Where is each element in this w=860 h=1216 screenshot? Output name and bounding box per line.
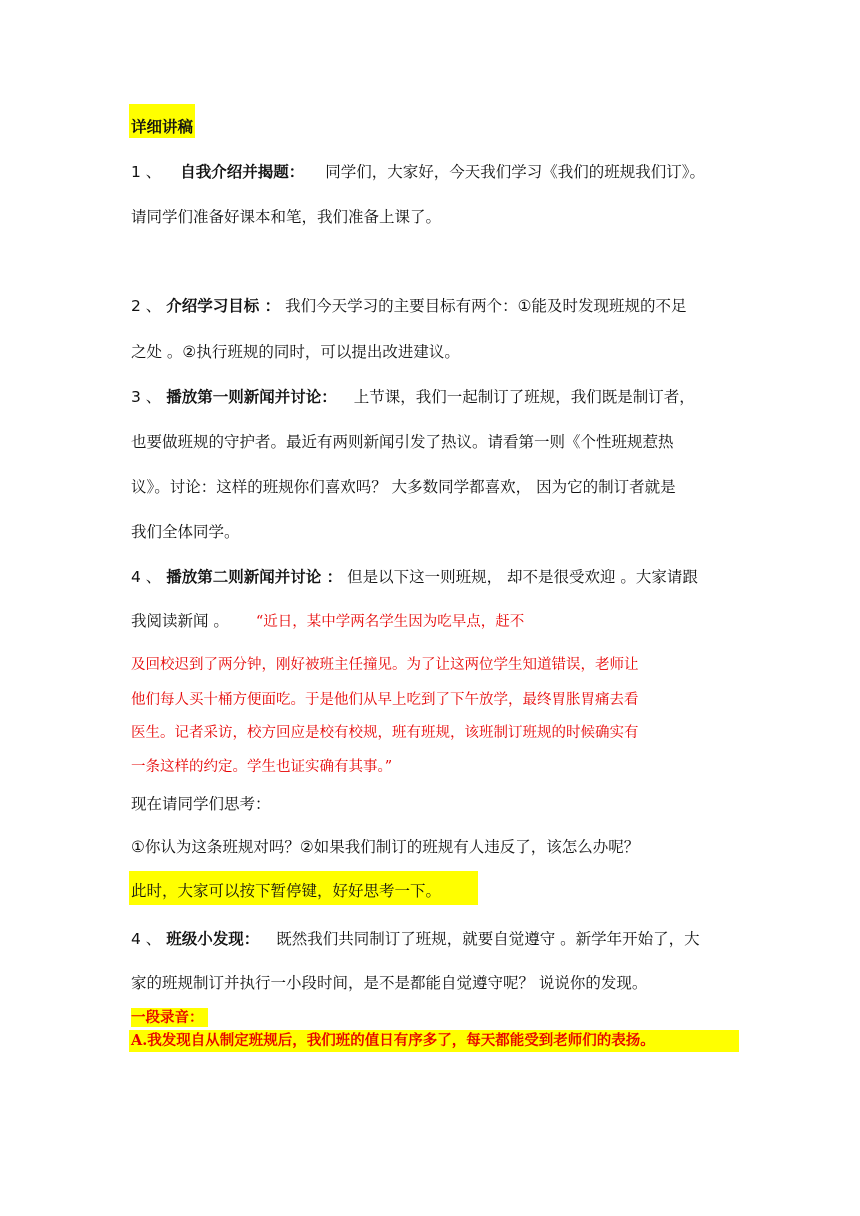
- section-1-line-1: [131, 161, 705, 183]
- section-4-text-1: 但是以下这一则班规， 却不是很受欢迎 。大家请跟: [347, 568, 698, 586]
- section-5-number: 4 、: [131, 930, 162, 948]
- recording-item-a: A.我发现自从制定班规后，我们班的值日有序多了，每天都能受到老师们的表扬。: [129, 1030, 739, 1052]
- section-4-number: 4 、: [131, 568, 162, 586]
- news-quote-line-2: 及回校迟到了两分钟，刚好被班主任撞见。为了让这两位学生知道错误，老师让: [131, 657, 639, 673]
- section-2-title: 介绍学习目标 ：: [166, 297, 281, 315]
- news-quote-line-3: 他们每人买十桶方便面吃。于是他们从早上吃到了下午放学，最终胃胀胃痛去看: [131, 692, 639, 708]
- section-2-number: 2 、: [131, 297, 162, 315]
- think-questions: ①你认为这条班规对吗？②如果我们制订的班规有人违反了，该怎么办呢？: [131, 838, 640, 856]
- section-3-line-2: 也要做班规的守护者。最近有两则新闻引发了热议。请看第一则《个性班规惹热: [131, 433, 674, 451]
- section-5-text-1: 既然我们共同制订了班规，就要自觉遵守 。新学年开始了，大: [276, 930, 700, 948]
- section-5-title: 班级小发现：: [166, 930, 260, 948]
- section-3-line-4: 我们全体同学。: [131, 523, 240, 541]
- section-2-line-2: 之处 。②执行班规的同时，可以提出改进建议。: [131, 343, 460, 361]
- news-quote-line-4: 医生。记者采访，校方回应是校有校规，班有班规，该班制订班规的时候确实有: [131, 725, 639, 741]
- section-4-title: 播放第二则新闻并讨论 ：: [166, 568, 343, 586]
- section-2-line-1: [131, 295, 686, 317]
- section-1-text-1: 同学们，大家好，今天我们学习《我们的班规我们订》。: [325, 163, 705, 181]
- section-2-text-1: 我们今天学习的主要目标有两个：①能及时发现班规的不足: [285, 297, 687, 315]
- section-1-title: 自我介绍并揭题：: [180, 163, 305, 181]
- pause-instruction: 此时，大家可以按下暂停键，好好思考一下。: [131, 882, 442, 900]
- section-3-text-1: 上节课，我们一起制订了班规，我们既是制订者，: [353, 388, 695, 406]
- news-quote-line-1: “近日，某中学两名学生因为吃早点，赶不: [255, 614, 525, 630]
- section-5-line-1: [131, 928, 700, 950]
- section-1-line-2: 请同学们准备好课本和笔，我们准备上课了。: [131, 208, 442, 226]
- section-4-line-2: [131, 610, 524, 633]
- section-3-number: 3 、: [131, 388, 162, 406]
- section-1-number: 1 、: [131, 163, 162, 181]
- recording-label: 一段录音：: [131, 1008, 208, 1027]
- page-heading: 详细讲稿: [129, 104, 195, 138]
- section-4-text-2: 我阅读新闻 。: [131, 612, 229, 630]
- section-3-title: 播放第一则新闻并讨论：: [166, 388, 337, 406]
- section-3-line-3: 议》。讨论：这样的班规你们喜欢吗？ 大多数同学都喜欢， 因为它的制订者就是: [131, 478, 676, 496]
- section-3-line-1: [131, 386, 695, 408]
- think-prompt: 现在请同学们思考：: [131, 795, 271, 813]
- news-quote-line-5: 一条这样的约定。学生也证实确有其事。”: [131, 759, 393, 775]
- section-5-line-2: 家的班规制订并执行一小段时间，是不是都能自觉遵守呢？ 说说你的发现。: [131, 974, 648, 992]
- section-4-line-1: [131, 566, 698, 588]
